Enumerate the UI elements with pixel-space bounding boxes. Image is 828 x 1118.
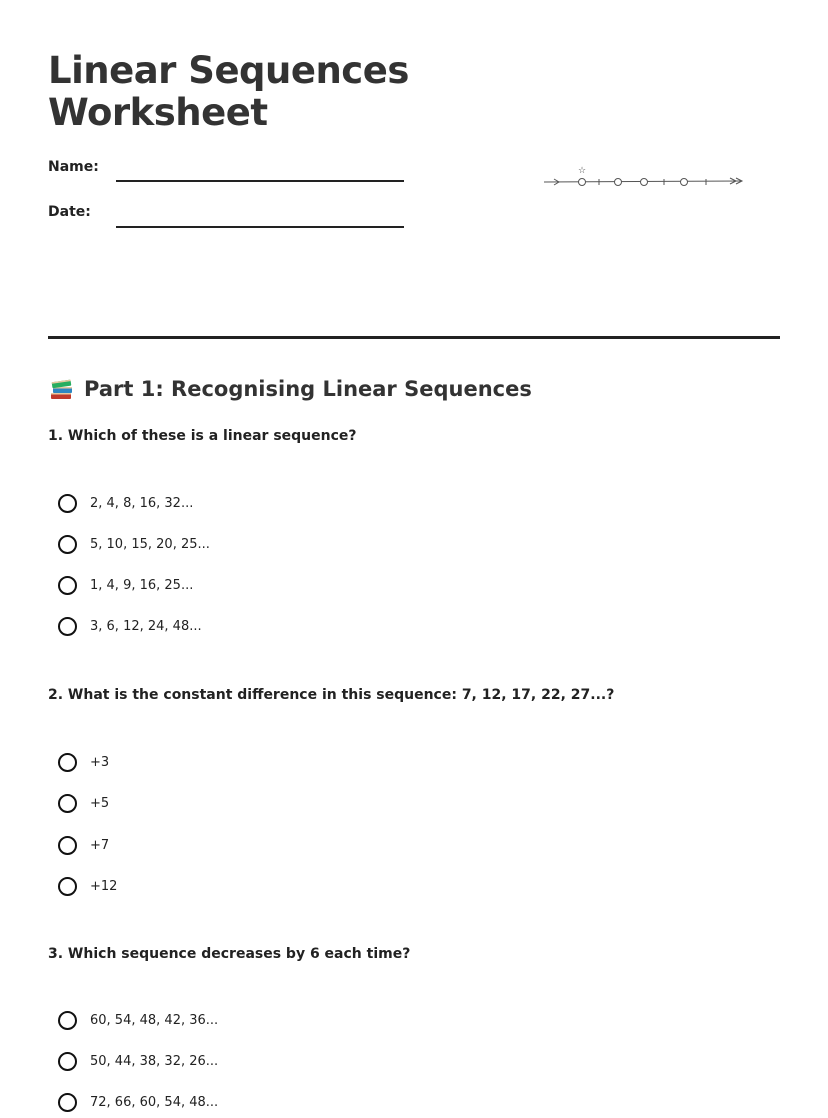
option-label: +12 xyxy=(90,878,118,894)
option-label: 72, 66, 60, 54, 48... xyxy=(90,1094,219,1110)
option-label: 50, 44, 38, 32, 26... xyxy=(90,1053,219,1069)
q3-option-2[interactable] xyxy=(58,1049,218,1073)
question-2: 2. What is the constant difference in this sequence: 7, 12, 17, 22, 27...? xyxy=(48,687,615,703)
option-label: 5, 10, 15, 20, 25... xyxy=(90,536,210,552)
question-3: 3. Which sequence decreases by 6 each time? xyxy=(48,946,411,962)
radio-button[interactable] xyxy=(58,1052,77,1071)
question-1: 1. Which of these is a linear sequence? xyxy=(48,428,357,444)
radio-button[interactable] xyxy=(58,1011,77,1030)
option-label: 2, 4, 8, 16, 32... xyxy=(90,495,194,511)
books-icon xyxy=(48,375,76,403)
radio-button[interactable] xyxy=(58,753,77,772)
page-title: Linear Sequences Worksheet xyxy=(48,49,409,134)
option-label: 1, 4, 9, 16, 25... xyxy=(90,577,194,593)
option-label: 3, 6, 12, 24, 48... xyxy=(90,618,202,634)
option-label: +7 xyxy=(90,837,110,853)
name-label: Name: xyxy=(48,159,99,175)
q2-option-3[interactable] xyxy=(58,833,109,857)
radio-button[interactable] xyxy=(58,494,77,513)
radio-button[interactable] xyxy=(58,617,77,636)
q3-option-1[interactable] xyxy=(58,1008,218,1032)
q2-option-2[interactable] xyxy=(58,791,109,815)
date-field[interactable] xyxy=(116,226,404,228)
radio-button[interactable] xyxy=(58,535,77,554)
q3-option-3[interactable] xyxy=(58,1090,218,1114)
option-label: 60, 54, 48, 42, 36... xyxy=(90,1012,219,1028)
q2-option-1[interactable] xyxy=(58,750,109,774)
radio-button[interactable] xyxy=(58,877,77,896)
radio-button[interactable] xyxy=(58,576,77,595)
number-line-icon xyxy=(540,160,750,196)
q1-option-2[interactable] xyxy=(58,532,210,556)
option-label: +3 xyxy=(90,754,110,770)
q1-option-4[interactable] xyxy=(58,614,202,638)
date-label: Date: xyxy=(48,204,91,220)
q1-option-1[interactable] xyxy=(58,491,193,515)
section-divider xyxy=(48,336,780,339)
radio-button[interactable] xyxy=(58,836,77,855)
q2-option-4[interactable] xyxy=(58,874,117,898)
q1-option-3[interactable] xyxy=(58,573,193,597)
radio-button[interactable] xyxy=(58,1093,77,1112)
part-1-heading xyxy=(48,374,532,404)
option-label: +5 xyxy=(90,795,110,811)
star-icon: ☆ xyxy=(577,166,587,176)
name-field[interactable] xyxy=(116,180,404,182)
part-1-heading-text: Part 1: Recognising Linear Sequences xyxy=(84,377,532,401)
radio-button[interactable] xyxy=(58,794,77,813)
